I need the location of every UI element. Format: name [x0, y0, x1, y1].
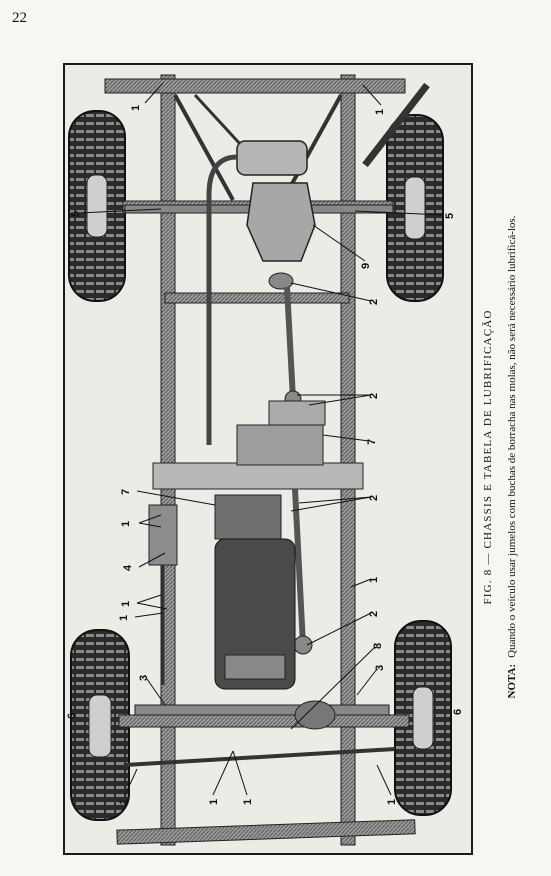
figure-title: FIG. 8 — CHASSIS E TABELA DE LUBRIFICAÇÃO — [482, 309, 494, 605]
driveshaft-front — [294, 489, 312, 654]
tire-rear-left — [69, 111, 125, 301]
callout-9: 9 — [360, 262, 372, 269]
transfer-case — [237, 401, 325, 465]
chassis-illustration — [65, 65, 471, 853]
callout-6-left: 6 — [66, 712, 78, 719]
engine-block — [215, 495, 295, 689]
chassis-figure — [63, 63, 473, 855]
callout-7-left: 7 — [120, 488, 132, 495]
callout-2-rear-shaft: 2 — [368, 392, 380, 399]
callout-6-right: 6 — [452, 708, 464, 715]
callout-1-rear-left: 1 — [130, 104, 142, 111]
callout-1-tierod-a: 1 — [208, 798, 220, 805]
callout-4: 4 — [122, 564, 134, 571]
callout-2-front-shaft: 2 — [368, 494, 380, 501]
tire-rear-right — [387, 115, 443, 301]
callout-1-left-low: 1 — [118, 614, 130, 621]
callout-5-right: 5 — [444, 212, 456, 219]
callout-1-front-left: 1 — [118, 798, 130, 805]
note-text: Quando o veículo usar jumelos com buchas de borracha nas molas, não será necessário lubrificá-los. — [506, 215, 518, 658]
driveshaft-rear — [285, 287, 301, 407]
page-number: 22 — [12, 10, 27, 26]
callout-2-front-joint: 2 — [368, 610, 380, 617]
callout-1-right-mid: 1 — [368, 576, 380, 583]
callout-5-left: 5 — [70, 210, 82, 217]
callout-3-right: 3 — [374, 664, 386, 671]
callout-1-steering: 1 — [120, 520, 132, 527]
callout-1-rear-right: 1 — [374, 108, 386, 115]
callout-8: 8 — [372, 642, 384, 649]
callout-3-left: 3 — [138, 674, 150, 681]
callout-1-left-mid: 1 — [120, 600, 132, 607]
callout-1-tierod-b: 1 — [242, 798, 254, 805]
callout-2-rear-diff: 2 — [368, 298, 380, 305]
callout-1-front-right: 1 — [386, 798, 398, 805]
note-label: NOTA: — [506, 663, 518, 699]
figure-caption — [476, 63, 546, 851]
callout-7-transfer: 7 — [366, 438, 378, 445]
figure-note — [506, 63, 518, 851]
